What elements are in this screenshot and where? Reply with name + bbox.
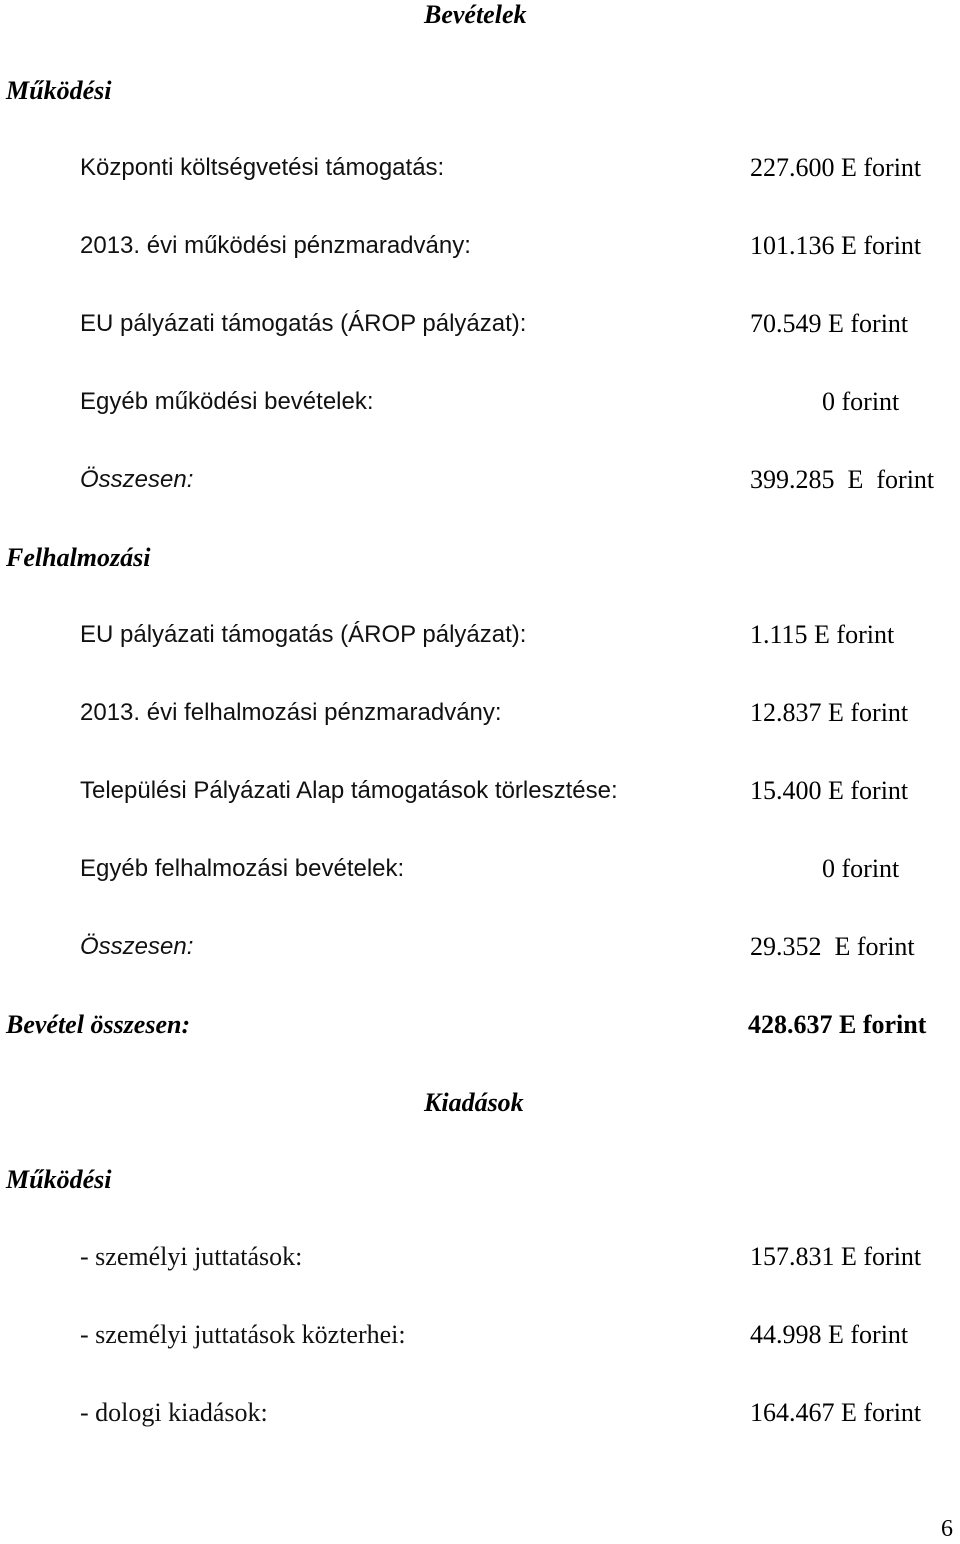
operating-expenses-label-2: - személyi juttatások közterhei: <box>80 1320 406 1349</box>
page-number: 6 <box>941 1516 953 1542</box>
operating-revenue-total-value: 399.285 E forint <box>750 465 935 494</box>
operating-revenue-total-label: Összesen: <box>80 466 194 493</box>
operating-revenue-value-1: 227.600 E forint <box>750 153 922 182</box>
operating-revenue-value-2: 101.136 E forint <box>750 231 922 260</box>
capital-revenue-label-3: Települési Pályázati Alap támogatások törlesztése: <box>80 777 618 804</box>
operating-expenses-value-1: 157.831 E forint <box>750 1242 922 1271</box>
operating-expenses-value-3: 164.467 E forint <box>750 1398 922 1427</box>
capital-revenue-value-1: 1.115 E forint <box>750 620 895 649</box>
capital-revenue-total-value: 29.352 E forint <box>750 932 915 961</box>
expenses-title: Kiadások <box>424 1088 524 1117</box>
capital-revenue-heading: Felhalmozási <box>6 543 151 572</box>
capital-revenue-label-4: Egyéb felhalmozási bevételek: <box>80 855 405 882</box>
operating-revenue-label-3: EU pályázati támogatás (ÁROP pályázat): <box>80 310 527 337</box>
operating-expenses-label-1: - személyi juttatások: <box>80 1242 303 1271</box>
operating-revenue-value-3: 70.549 E forint <box>750 309 909 338</box>
revenue-title: Bevételek <box>424 0 527 29</box>
capital-revenue-total-label: Összesen: <box>80 933 194 960</box>
operating-expenses-heading: Működési <box>6 1165 112 1194</box>
revenue-grand-total-label: Bevétel összesen: <box>6 1010 191 1039</box>
capital-revenue-label-1: EU pályázati támogatás (ÁROP pályázat): <box>80 621 527 648</box>
capital-revenue-value-2: 12.837 E forint <box>750 698 909 727</box>
operating-revenue-label-1: Központi költségvetési támogatás: <box>80 154 445 181</box>
operating-expenses-label-3: - dologi kiadások: <box>80 1398 268 1427</box>
capital-revenue-value-4: 0 forint <box>822 854 900 883</box>
capital-revenue-label-2: 2013. évi felhalmozási pénzmaradvány: <box>80 699 502 726</box>
operating-revenue-label-4: Egyéb működési bevételek: <box>80 388 374 415</box>
revenue-grand-total-value: 428.637 E forint <box>748 1010 927 1039</box>
capital-revenue-value-3: 15.400 E forint <box>750 776 909 805</box>
operating-expenses-value-2: 44.998 E forint <box>750 1320 909 1349</box>
operating-revenue-value-4: 0 forint <box>822 387 900 416</box>
operating-revenue-heading: Működési <box>6 76 112 105</box>
operating-revenue-label-2: 2013. évi működési pénzmaradvány: <box>80 232 471 259</box>
